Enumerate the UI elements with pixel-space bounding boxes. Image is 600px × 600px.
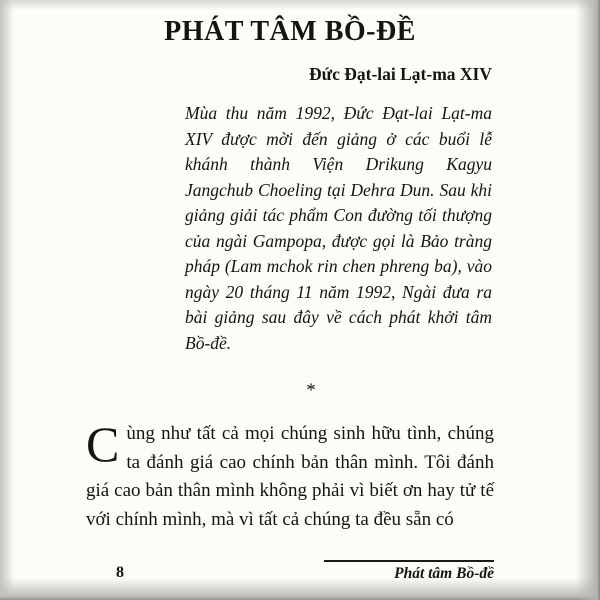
drop-cap: C: [86, 416, 120, 472]
running-title: Phát tâm Bồ-đề: [324, 560, 494, 583]
page-title: PHÁT TÂM BỒ-ĐỀ: [164, 16, 416, 47]
section-separator-asterisk: *: [306, 380, 316, 401]
intro-paragraph: Mùa thu năm 1992, Đức Đạt-lai Lạt-ma XIV được mời đến giảng ở các buổi lễ khánh thành Viện Drikung Kagyu Jangchub Choeling tại Dehra Dun. Sau khi giảng giải tác phẩm Con đường tối thượng của ngài Gampopa, được gọi là Bảo tràng pháp (Lam mchok rin chen phreng ba), vào ngày 20 tháng 11 năm 1992, Ngài đưa ra bài giảng sau đây về cách phát khởi tâm Bồ-đề.: [185, 103, 492, 353]
page-number: 8: [116, 564, 124, 581]
body-text: ùng như tất cả mọi chúng sinh hữu tình, chúng ta đánh giá cao chính bản thân mình. Tôi đánh giá cao bản thân mình không phải vì biết ơn hay tử tế với chính mình, mà vì tất cả chúng ta đều sẵn có: [86, 423, 494, 530]
author-name: Đức Đạt-lai Lạt-ma XIV: [308, 64, 492, 84]
body-paragraph: [86, 416, 494, 534]
page-footer: [86, 560, 494, 583]
